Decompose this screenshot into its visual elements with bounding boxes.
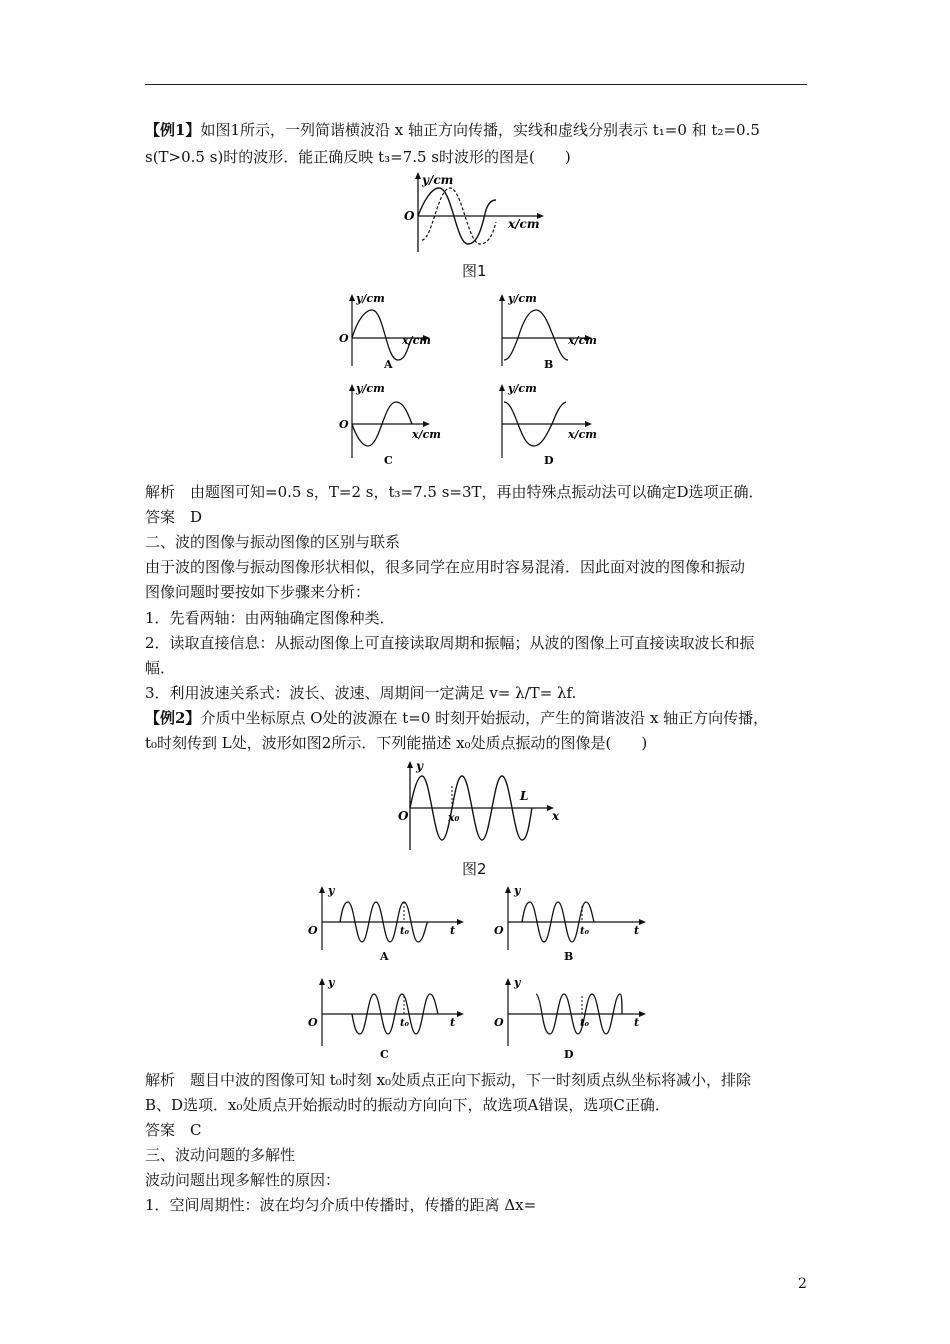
section2-p2: 图像问题时要按如下步骤来分析： — [145, 583, 371, 601]
section3-item1: 1．空间周期性：波在均匀介质中传播时，传播的距离 Δx= — [145, 1196, 537, 1214]
ex2D-y: y — [514, 976, 521, 989]
section2-p1: 由于波的图像与振动图像形状相似，很多同学在应用时容易混淆．因此面对波的图像和振动 — [145, 558, 746, 576]
fig2-y-label: y — [416, 759, 423, 773]
ex2A-t0: t₀ — [400, 926, 409, 937]
ex2-option-b-label: B — [564, 950, 574, 963]
ex2-option-a-graph[interactable] — [308, 884, 464, 963]
optC-x-label: x/cm — [412, 428, 441, 441]
option-d-label: D — [544, 454, 554, 467]
example2-options — [300, 884, 660, 1060]
optB-y-label: y/cm — [508, 292, 537, 305]
ex2B-t0: t₀ — [580, 926, 589, 937]
ex2C-t: t — [450, 1016, 456, 1029]
option-d-graph[interactable] — [499, 382, 597, 467]
figure1-caption: 图1 — [462, 262, 487, 280]
fig2-L: L — [520, 789, 529, 803]
example2-answer: 答案 C — [145, 1121, 202, 1139]
optD-y-label: y/cm — [508, 382, 537, 395]
figure2 — [390, 758, 570, 854]
optA-y-label: y/cm — [356, 292, 385, 305]
example1-line2: s(T>0.5 s)时的波形．能正确反映 t₃=7.5 s时波形的图是( ) — [145, 148, 571, 166]
optD-x-label: x/cm — [568, 428, 597, 441]
option-a-label: A — [384, 358, 393, 371]
ex2C-origin: O — [308, 1016, 318, 1029]
ex2D-t0: t₀ — [580, 1018, 589, 1029]
ex2-option-c-label: C — [380, 1048, 389, 1060]
fig1-x-label: x/cm — [508, 217, 540, 231]
ex2B-y: y — [514, 884, 521, 897]
ex2-option-c-graph[interactable] — [308, 976, 464, 1060]
ex2-option-b-graph[interactable] — [494, 884, 646, 963]
optC-origin: O — [339, 418, 349, 431]
example2-line1 — [145, 708, 768, 728]
ex2-option-d-label: D — [564, 1048, 574, 1060]
ex2C-y: y — [328, 976, 335, 989]
fig1-origin: O — [404, 209, 415, 223]
ex2D-origin: O — [494, 1016, 504, 1029]
ex2A-y: y — [328, 884, 335, 897]
ex2A-origin: O — [308, 924, 318, 937]
example1-answer: 答案 D — [145, 508, 203, 526]
example1-label: 【例1】 — [145, 121, 201, 139]
option-a-graph[interactable] — [339, 292, 431, 371]
option-b-graph[interactable] — [499, 292, 597, 371]
page-number: 2 — [798, 1276, 807, 1292]
optA-origin: O — [339, 332, 349, 345]
ex2D-t: t — [634, 1016, 640, 1029]
section2-step2a: 2．读取直接信息：从振动图像上可直接读取周期和振幅；从波的图像上可直接读取波长和振 — [145, 634, 755, 652]
header-rule — [145, 84, 807, 85]
example1-line1 — [145, 120, 760, 140]
figure2-caption: 图2 — [462, 860, 487, 878]
figure1 — [400, 170, 550, 258]
ex2B-t: t — [634, 924, 640, 937]
section2-step3: 3．利用波速关系式：波长、波速、周期间一定满足 v= λ/T= λf. — [145, 684, 577, 702]
example2-analysis2: B、D选项．x₀处质点开始振动时的振动方向向下，故选项A错误，选项C正确． — [145, 1096, 670, 1114]
fig2-x-label: x — [552, 809, 560, 823]
optA-x-label: x/cm — [402, 334, 431, 347]
optB-x-label: x/cm — [568, 334, 597, 347]
example1-options — [336, 288, 616, 476]
ex2-option-a-label: A — [380, 950, 389, 963]
ex2A-t: t — [450, 924, 456, 937]
ex2B-origin: O — [494, 924, 504, 937]
ex2C-t0: t₀ — [400, 1018, 409, 1029]
section3-heading: 三、波动问题的多解性 — [145, 1146, 296, 1164]
example2-label: 【例2】 — [145, 709, 201, 727]
example2-line2: t₀时刻传到 L处，波形如图2所示．下列能描述 x₀处质点振动的图像是( ) — [145, 734, 648, 752]
optC-y-label: y/cm — [356, 382, 385, 395]
section3-p1: 波动问题出现多解性的原因： — [145, 1171, 341, 1189]
section2-step1: 1．先看两轴：由两轴确定图像种类． — [145, 609, 395, 627]
option-c-graph[interactable] — [339, 382, 441, 467]
ex2-option-d-graph[interactable] — [494, 976, 646, 1060]
fig2-x0: x₀ — [448, 811, 460, 824]
fig2-origin: O — [398, 809, 409, 823]
example1-analysis: 解析 由题图可知=0.5 s，T=2 s，t₃=7.5 s=3T，再由特殊点振动法可以确定D选项正确． — [145, 483, 764, 501]
example1-text1: 如图1所示，一列简谐横波沿 x 轴正方向传播，实线和虚线分别表示 t₁=0 和 t₂=0.5 — [200, 121, 760, 139]
fig1-y-label: y/cm — [422, 173, 454, 187]
option-b-label: B — [544, 358, 554, 371]
example2-text1: 介质中坐标原点 O处的波源在 t=0 时刻开始振动，产生的简谐波沿 x 轴正方向传播， — [200, 709, 769, 727]
option-c-label: C — [384, 454, 393, 467]
example2-analysis1: 解析 题目中波的图像可知 t₀时刻 x₀处质点正向下振动，下一时刻质点纵坐标将减小，排除 — [145, 1071, 752, 1089]
section2-heading: 二、波的图像与振动图像的区别与联系 — [145, 533, 401, 551]
section2-step2b: 幅． — [145, 659, 176, 677]
